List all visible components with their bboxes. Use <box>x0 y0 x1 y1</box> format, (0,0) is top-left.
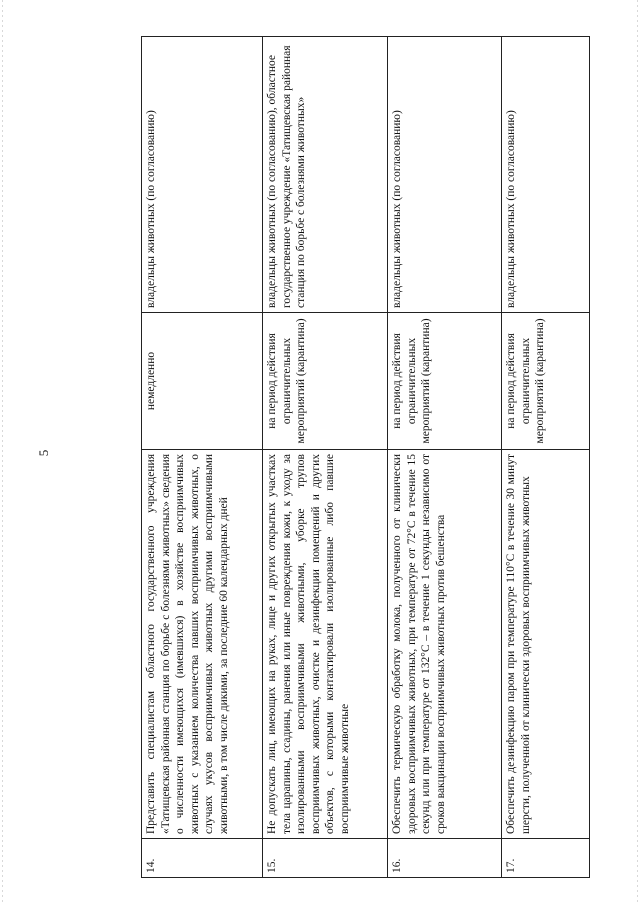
term-cell: на период действия ограничительных мероприятий (карантина) <box>502 313 590 450</box>
row-number: 17. <box>502 839 590 878</box>
responsible-cell: владельцы животных (по согласованию), областное государственное учреждение «Татищевская районная станция по борьбе с болезнями животных» <box>263 37 388 313</box>
responsible-cell: владельцы животных (по согласованию) <box>502 37 590 313</box>
row-number: 14. <box>142 839 263 878</box>
rotated-table-container <box>141 36 589 878</box>
page-number: 5 <box>36 449 51 457</box>
measures-table <box>141 36 590 878</box>
table-row <box>388 37 502 878</box>
scan-edge-left <box>2 0 3 905</box>
term-cell: немедленно <box>142 313 263 450</box>
action-cell: Представить специалистам областного государственного учреждения «Татищевская районная станция по борьбе с болезнями животных» сведения о численности имеющихся (имевшихся) в хозяйстве восприимчивых животных с указанием количества павших восприимчивых животных, о случаях укусов восприимчивых животных другими восприимчивыми животными, в том числе дикими, за последние 60 календарных дней <box>142 450 263 839</box>
row-number: 15. <box>263 839 388 878</box>
action-cell: Обеспечить термическую обработку молока, полученного от клинически здоровых восприимчивых животных, при температуре от 72°С в течение 15 секунд или при температуре от 132°С – в течение 1 секунды независимо от сроков вакцинации восприимчивых животных против бешенства <box>388 450 502 839</box>
term-cell: на период действия ограничительных мероприятий (карантина) <box>388 313 502 450</box>
term-cell: на период действия ограничительных мероприятий (карантина) <box>263 313 388 450</box>
action-cell: Обеспечить дезинфекцию паром при температуре 110°С в течение 30 минут шерсти, полученной от клинически здоровых восприимчивых животных <box>502 450 590 839</box>
table-row <box>263 37 388 878</box>
action-cell: Не допускать лиц, имеющих на руках, лице и других открытых участках тела царапины, ссадины, ранения или иные повреждения кожи, к уходу за изолированными восприимчивыми животными, уборке трупов восприимчивых животных, очистке и дезинфекции помещений и других объектов, с которыми контактировали изолированные либо павшие восприимчивые животные <box>263 450 388 839</box>
responsible-cell: владельцы животных (по согласованию) <box>142 37 263 313</box>
table-row <box>502 37 590 878</box>
table-row <box>142 37 263 878</box>
row-number: 16. <box>388 839 502 878</box>
responsible-cell: владельцы животных (по согласованию) <box>388 37 502 313</box>
scan-edge-right <box>637 0 638 905</box>
